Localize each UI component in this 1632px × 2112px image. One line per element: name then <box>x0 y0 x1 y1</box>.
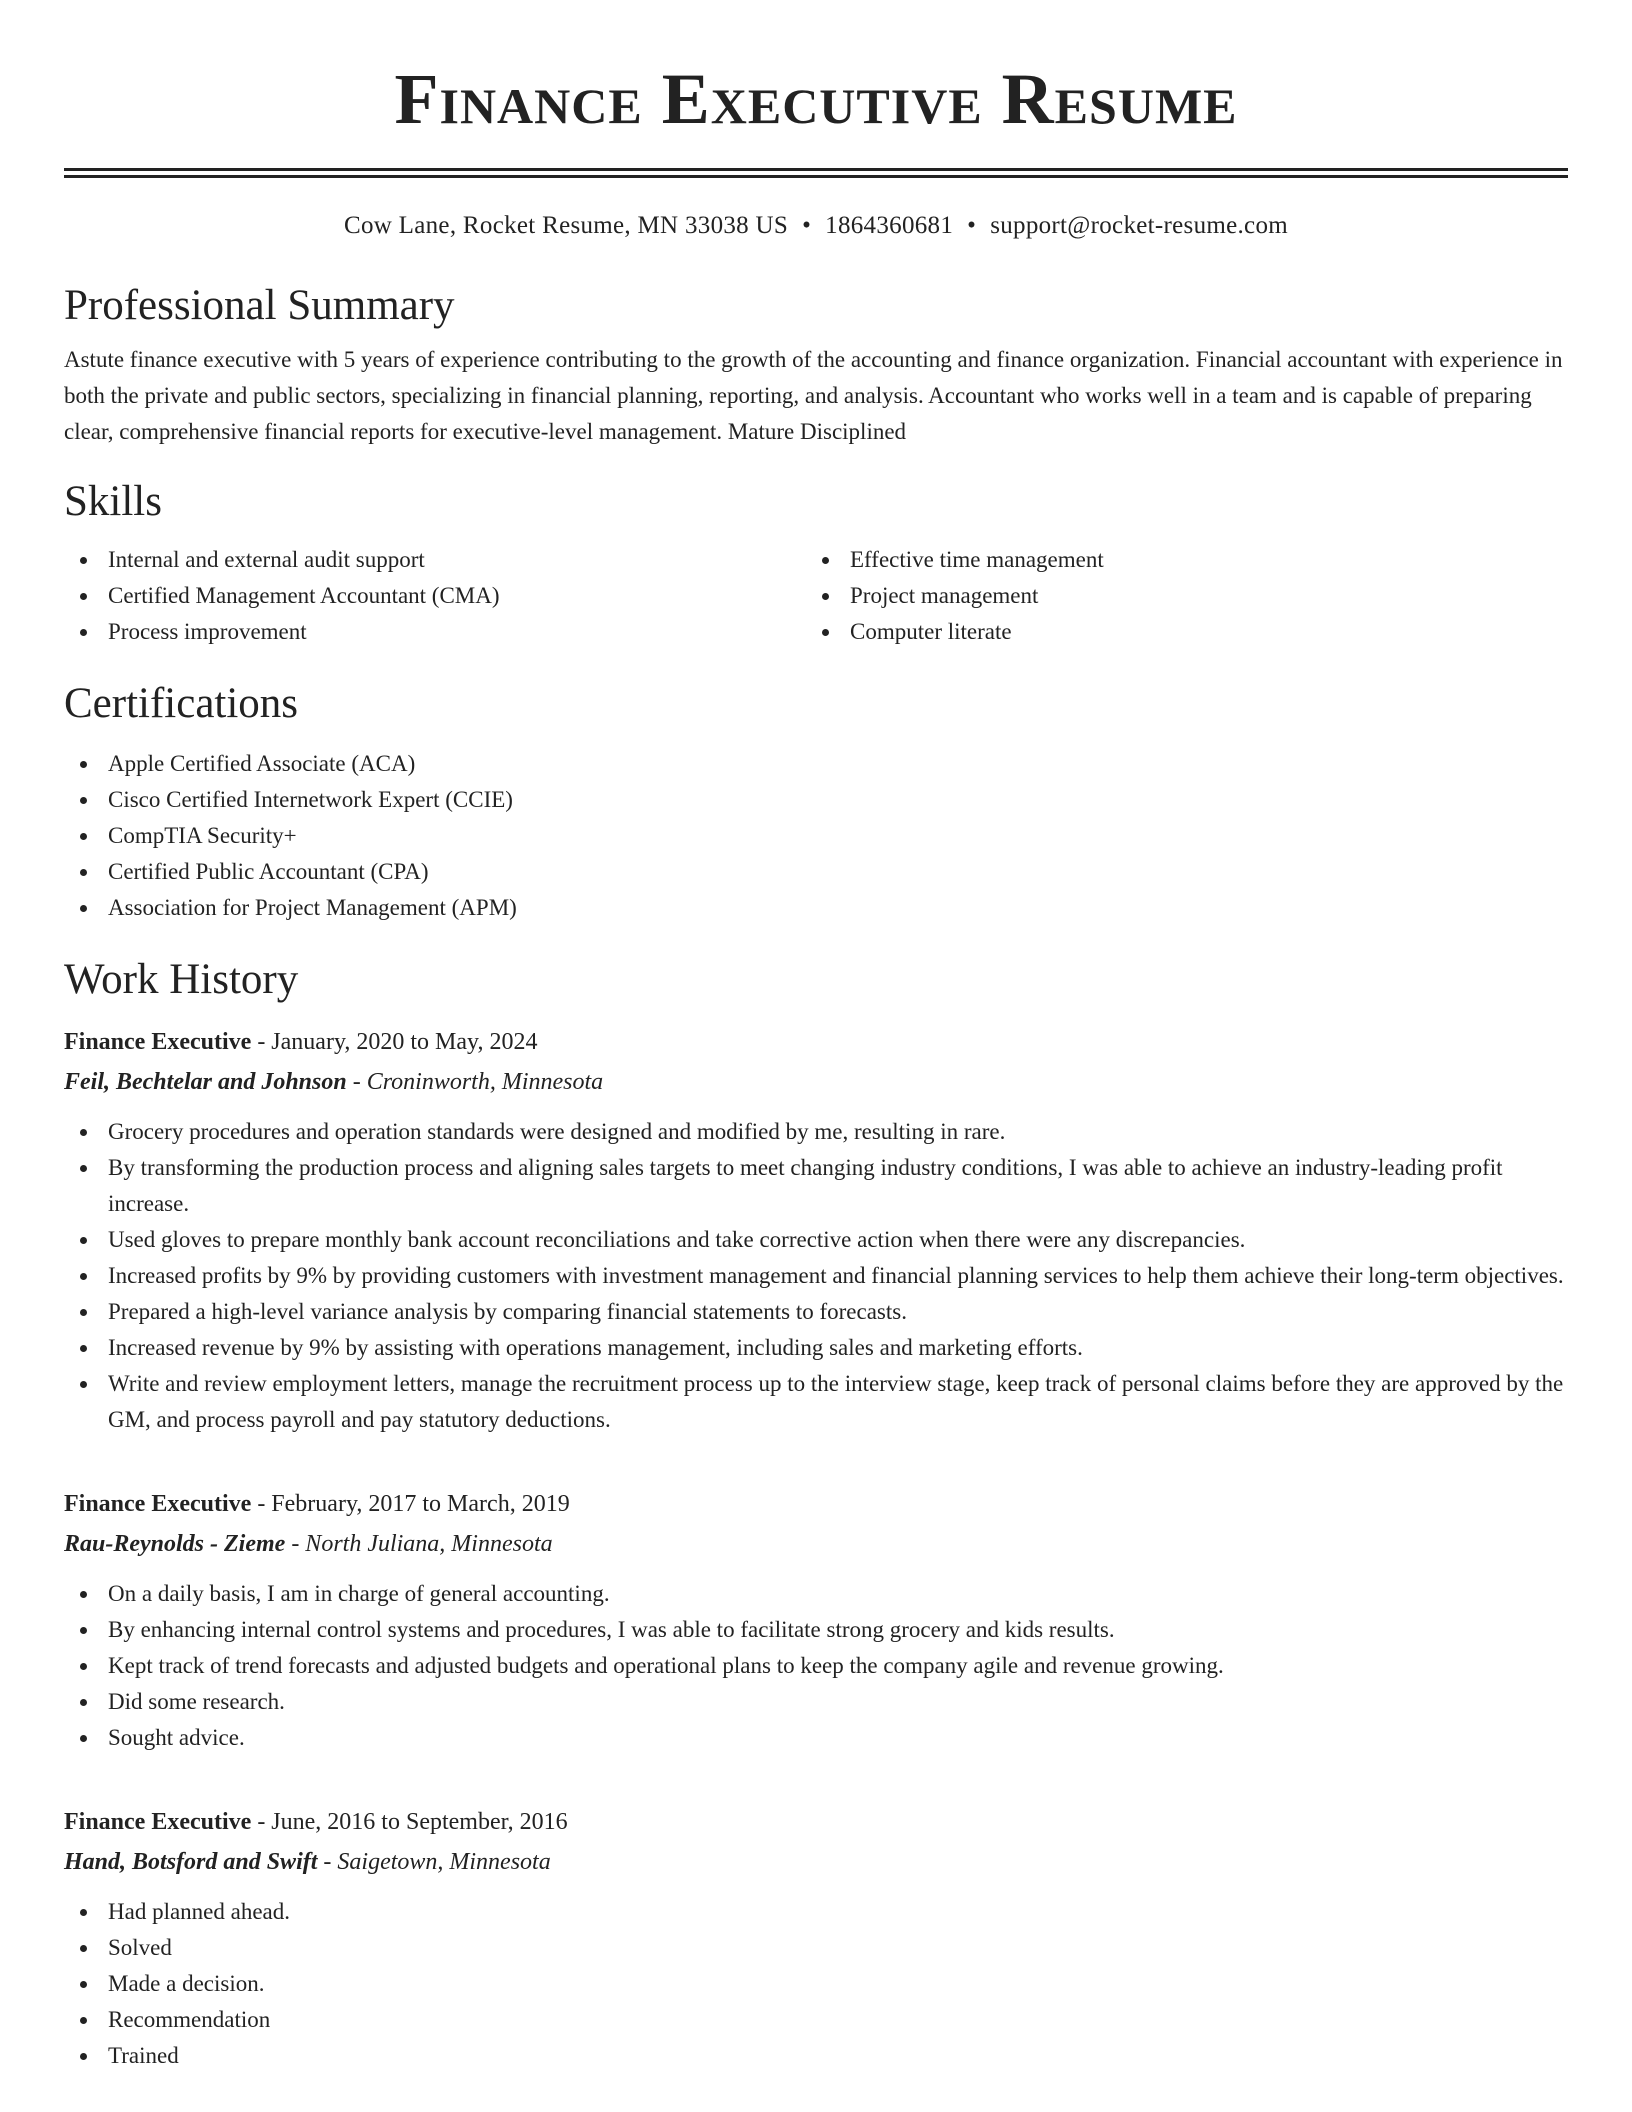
job-bullet: By transforming the production process and aligning sales targets to meet changing industry conditions, I was able to achieve an industry-leading profit increase. <box>64 1150 1568 1222</box>
certification-item: Cisco Certified Internetwork Expert (CCIE) <box>64 782 1568 818</box>
certifications-heading: Certifications <box>64 680 299 727</box>
job-bullet-list <box>64 1114 1568 1438</box>
job-title: Finance Executive <box>64 1809 252 1835</box>
job-bullet: Trained <box>64 2038 1568 2074</box>
job-dates: - February, 2017 to March, 2019 <box>251 1491 570 1517</box>
job-bullet: Solved <box>64 1930 1568 1966</box>
certification-item: CompTIA Security+ <box>64 818 1568 854</box>
job-bullet: Grocery procedures and operation standards were designed and modified by me, resulting in rare. <box>64 1114 1568 1150</box>
contact-separator: • <box>802 212 812 239</box>
summary-text: Astute finance executive with 5 years of experience contributing to the growth of the accounting and finance organization. Financial accountant with experience in both the private and public sectors, specializing in financial planning, reporting, and analysis. Accountant who works well in a team and is capable of preparing clear, comprehensive financial reports for executive-level management. Mature Disciplined <box>64 347 1563 444</box>
certification-item: Association for Project Management (APM) <box>64 890 1568 926</box>
contact-email[interactable]: support@rocket-resume.com <box>990 212 1288 239</box>
job-location: - Saigetown, Minnesota <box>317 1849 551 1875</box>
skills-grid <box>64 542 1568 650</box>
skill-item: Internal and external audit support <box>64 542 806 578</box>
summary-heading: Professional Summary <box>64 282 455 329</box>
job-company: Hand, Botsford and Swift <box>64 1849 318 1875</box>
resume-content <box>64 0 1568 2074</box>
job-bullet: Kept track of trend forecasts and adjusted budgets and operational plans to keep the company agile and revenue growing. <box>64 1648 1568 1684</box>
job-title: Finance Executive <box>64 1029 252 1055</box>
skill-item: Certified Management Accountant (CMA) <box>64 578 806 614</box>
certifications-list <box>64 746 1568 926</box>
contact-line <box>64 208 1568 244</box>
title-double-rule <box>64 168 1568 178</box>
skill-item: Computer literate <box>806 614 1548 650</box>
job-title-line <box>64 1802 1568 1842</box>
job-entry <box>64 1802 1568 2074</box>
job-bullet: Increased profits by 9% by providing customers with investment management and financial planning services to help them achieve their long-term objectives. <box>64 1258 1568 1294</box>
resume-title: Finance Executive Resume <box>394 59 1238 139</box>
job-bullet: Sought advice. <box>64 1720 1568 1756</box>
job-title-line <box>64 1022 1568 1062</box>
job-dates: - June, 2016 to September, 2016 <box>251 1809 568 1835</box>
skill-item: Process improvement <box>64 614 806 650</box>
job-dates: - January, 2020 to May, 2024 <box>251 1029 538 1055</box>
job-entry <box>64 1022 1568 1438</box>
job-bullet: Increased revenue by 9% by assisting with operations management, including sales and marketing efforts. <box>64 1330 1568 1366</box>
job-bullet: Recommendation <box>64 2002 1568 2038</box>
job-bullet: On a daily basis, I am in charge of general accounting. <box>64 1576 1568 1612</box>
work-history-section <box>64 952 1568 2074</box>
job-bullet: Did some research. <box>64 1684 1568 1720</box>
skills-heading: Skills <box>64 478 162 525</box>
job-entry <box>64 1484 1568 1756</box>
contact-phone: 1864360681 <box>825 212 954 239</box>
job-company-line <box>64 1842 1568 1882</box>
job-bullet: Made a decision. <box>64 1966 1568 2002</box>
skill-item: Effective time management <box>806 542 1548 578</box>
certification-item: Apple Certified Associate (ACA) <box>64 746 1568 782</box>
work-history-heading: Work History <box>64 956 299 1003</box>
job-bullet-list <box>64 1576 1568 1756</box>
job-title-line <box>64 1484 1568 1524</box>
skill-item: Project management <box>806 578 1548 614</box>
job-location: - North Juliana, Minnesota <box>285 1531 553 1557</box>
job-bullet: Prepared a high-level variance analysis by comparing financial statements to forecasts. <box>64 1294 1568 1330</box>
job-company: Feil, Bechtelar and Johnson <box>64 1069 347 1095</box>
job-bullet: Used gloves to prepare monthly bank account reconciliations and take corrective action when there were any discrepancies. <box>64 1222 1568 1258</box>
job-company: Rau-Reynolds - Zieme <box>64 1531 286 1557</box>
job-bullet: By enhancing internal control systems and procedures, I was able to facilitate strong grocery and kids results. <box>64 1612 1568 1648</box>
skills-section <box>64 474 1568 650</box>
skills-list-right <box>806 542 1548 650</box>
skills-list-left <box>64 542 806 650</box>
job-bullet: Write and review employment letters, manage the recruitment process up to the interview stage, keep track of personal claims before they are approved by the GM, and process payroll and pay statutory deductions. <box>64 1366 1568 1438</box>
certification-item: Certified Public Accountant (CPA) <box>64 854 1568 890</box>
certifications-section <box>64 676 1568 926</box>
summary-section <box>64 278 1568 450</box>
contact-address: Cow Lane, Rocket Resume, MN 33038 US <box>343 212 789 239</box>
job-bullet-list <box>64 1894 1568 2074</box>
job-title: Finance Executive <box>64 1491 252 1517</box>
job-location: - Croninworth, Minnesota <box>346 1069 604 1095</box>
contact-separator: • <box>967 212 977 239</box>
job-company-line <box>64 1062 1568 1102</box>
job-company-line <box>64 1524 1568 1564</box>
job-bullet: Had planned ahead. <box>64 1894 1568 1930</box>
